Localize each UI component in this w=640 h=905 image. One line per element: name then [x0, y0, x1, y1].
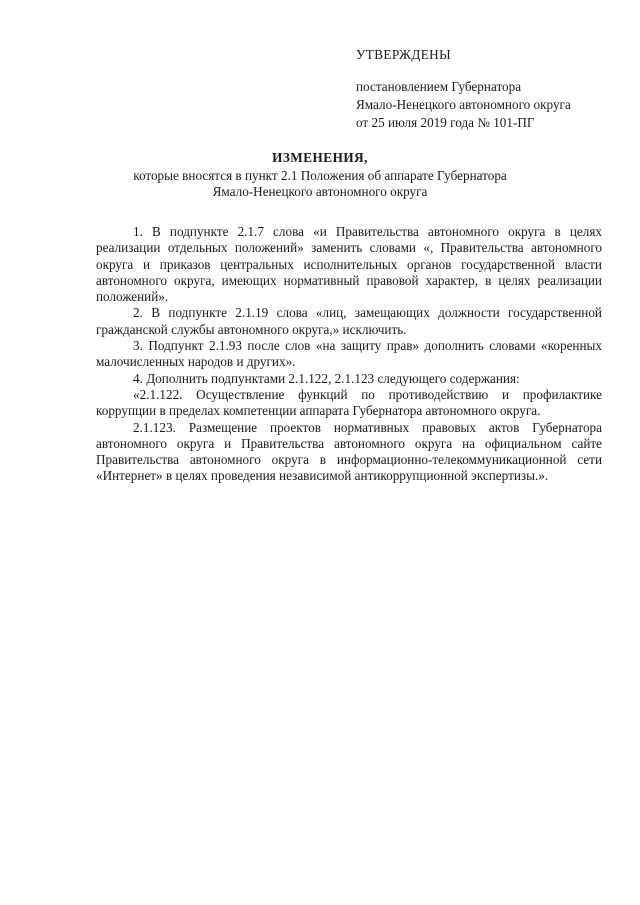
approval-stamp	[356, 46, 626, 132]
paragraph-3: 3. Подпункт 2.1.93 после слов «на защиту прав» дополнить словами «коренных малочисленных народов и других».	[96, 338, 602, 370]
paragraph-1: 1. В подпункте 2.1.7 слова «и Правительства автономного округа в целях реализации отдельных положений» заменить словами «, Правительства автономного округа и приказов центральных исполнительных органов государственной власти автономного округа, имеющих нормативный правовой характер, в целях реализации положений».	[96, 224, 602, 305]
approval-line-3: от 25 июля 2019 года № 101-ПГ	[356, 115, 535, 130]
approval-line-1: постановлением Губернатора	[356, 79, 522, 94]
document-subtitle-line-2: Ямало-Ненецкого автономного округа	[212, 184, 428, 199]
paragraph-6: 2.1.123. Размещение проектов нормативных правовых актов Губернатора автономного округа и Правительства автономного округа на официальном сайте Правительства автономного округа в информационно-телекоммуникационной сети «Интернет» в целях проведения независимой антикоррупционной экспертизы.».	[96, 419, 602, 484]
paragraph-4: 4. Дополнить подпунктами 2.1.122, 2.1.123 следующего содержания:	[133, 370, 520, 386]
document-body	[96, 224, 602, 485]
approval-heading: УТВЕРЖДЕНЫ	[356, 47, 452, 62]
document-title-block	[80, 150, 560, 200]
approval-line-2: Ямало-Ненецкого автономного округа	[356, 97, 571, 112]
paragraph-5: «2.1.122. Осуществление функций по противодействию и профилактике коррупции в пределах компетенции аппарата Губернатора автономного округа.	[96, 386, 602, 419]
document-title: ИЗМЕНЕНИЯ,	[272, 150, 368, 165]
paragraph-2: 2. В подпункте 2.1.19 слова «лиц, замещающих должности государственной гражданской службы автономного округа,» исключить.	[96, 305, 602, 337]
document-subtitle-line-1: которые вносятся в пункт 2.1 Положения об аппарате Губернатора	[133, 168, 507, 183]
